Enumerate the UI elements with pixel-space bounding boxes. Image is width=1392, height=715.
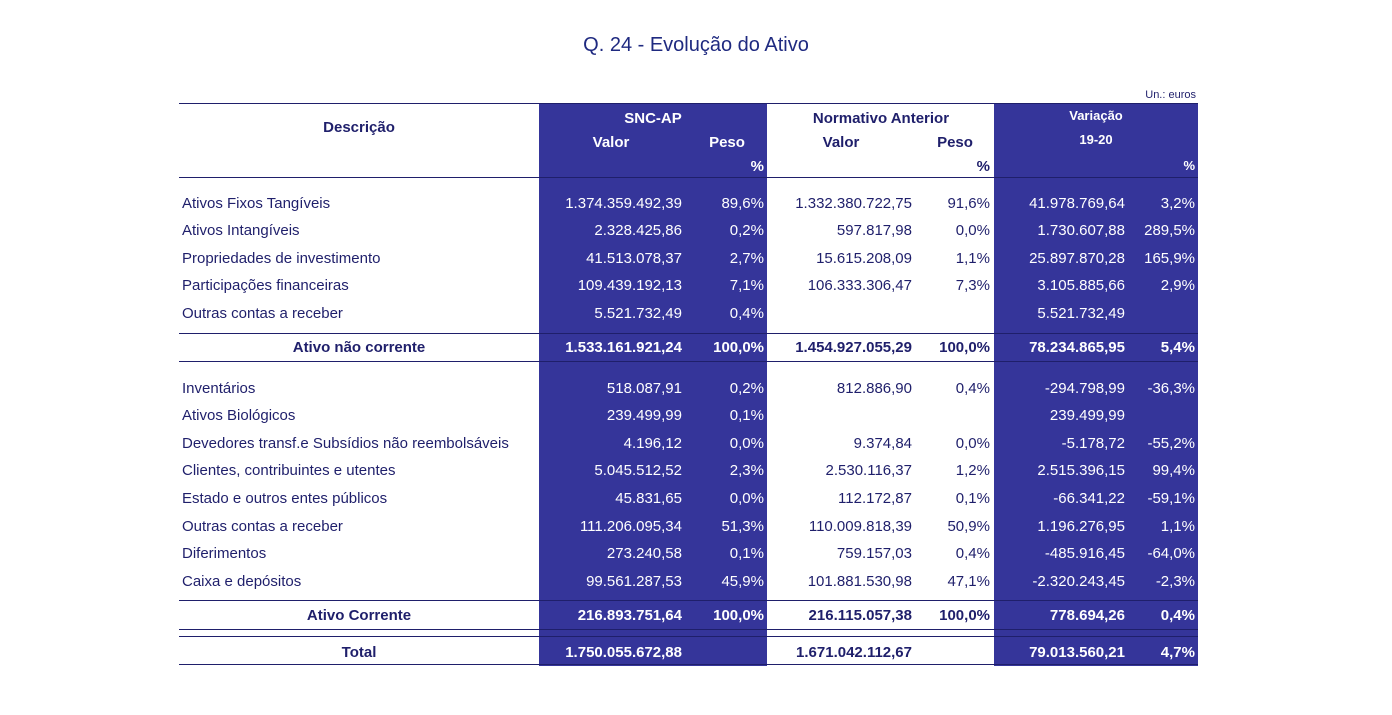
- cell-snc-valor: 5.045.512,52: [594, 462, 682, 479]
- row-description: Ativos Biológicos: [182, 407, 296, 424]
- cell-variacao-valor: 1.730.607,88: [1037, 222, 1125, 239]
- header-na-percent: %: [976, 158, 990, 175]
- cell-na-peso: 1,1%: [955, 250, 990, 267]
- row-rule: [179, 664, 1198, 665]
- cell-variacao-percent: 1,1%: [1160, 518, 1195, 535]
- row-rule: [179, 600, 1198, 601]
- cell-variacao-valor: -2.320.243,45: [1032, 573, 1125, 590]
- cell-snc-valor: 1.750.055.672,88: [565, 644, 682, 661]
- header-snc-percent: %: [750, 158, 764, 175]
- cell-snc-peso: [690, 639, 764, 666]
- cell-snc-valor: 1.374.359.492,39: [565, 195, 682, 212]
- cell-na-valor: 1.671.042.112,67: [796, 644, 912, 661]
- cell-na-peso: 0,0%: [955, 435, 990, 452]
- cell-na-peso: 0,1%: [955, 490, 990, 507]
- cell-na-valor: 9.374,84: [853, 435, 912, 452]
- cell-na-valor: 216.115.057,38: [808, 607, 912, 624]
- cell-variacao-valor: 5.521.732,49: [1037, 305, 1125, 322]
- cell-snc-peso: 0,2%: [729, 380, 764, 397]
- cell-variacao-percent: 2,9%: [1160, 277, 1195, 294]
- cell-snc-valor: 45.831,65: [615, 490, 682, 507]
- unit-label: Un.: euros: [1145, 89, 1196, 101]
- row-description: Clientes, contribuintes e utentes: [182, 462, 396, 479]
- header-descricao: Descrição: [323, 119, 395, 136]
- cell-na-peso: 91,6%: [947, 195, 990, 212]
- cell-variacao-percent: -55,2%: [1147, 435, 1195, 452]
- cell-snc-peso: 0,0%: [729, 435, 764, 452]
- row-description: Propriedades de investimento: [182, 250, 381, 267]
- row-description: Devedores transf.e Subsídios não reembolsáveis: [182, 435, 509, 452]
- cell-snc-peso: 0,1%: [729, 407, 764, 424]
- cell-variacao-percent: -36,3%: [1147, 380, 1195, 397]
- cell-variacao-percent: 4,7%: [1160, 644, 1195, 661]
- cell-snc-peso: 2,3%: [729, 462, 764, 479]
- header-snc-peso: Peso: [709, 134, 745, 151]
- cell-variacao-percent: [1130, 402, 1195, 429]
- cell-variacao-percent: -59,1%: [1147, 490, 1195, 507]
- cell-variacao-valor: -294.798,99: [1044, 380, 1125, 397]
- cell-variacao-valor: 41.978.769,64: [1029, 195, 1125, 212]
- cell-na-peso: 1,2%: [955, 462, 990, 479]
- cell-na-valor: [770, 402, 912, 429]
- cell-variacao-percent: 165,9%: [1144, 250, 1195, 267]
- cell-na-peso: 7,3%: [955, 277, 990, 294]
- cell-snc-peso: 0,0%: [729, 490, 764, 507]
- row-description: Outras contas a receber: [182, 305, 343, 322]
- header-na-peso: Peso: [937, 134, 973, 151]
- cell-snc-valor: 99.561.287,53: [586, 573, 682, 590]
- cell-na-valor: 597.817,98: [836, 222, 912, 239]
- cell-na-peso: [920, 300, 990, 327]
- cell-variacao-percent: 5,4%: [1160, 339, 1195, 356]
- cell-snc-valor: 4.196,12: [623, 435, 682, 452]
- row-rule: [179, 361, 1198, 362]
- cell-na-peso: 100,0%: [939, 339, 990, 356]
- row-description: Ativo não corrente: [292, 339, 426, 356]
- header-snc-valor: Valor: [592, 134, 630, 151]
- row-rule: [179, 636, 1198, 637]
- header-top-rule: [179, 103, 1198, 104]
- cell-snc-peso: 0,2%: [729, 222, 764, 239]
- header-variacao-percent: %: [1183, 158, 1195, 173]
- cell-na-valor: [770, 300, 912, 327]
- cell-variacao-percent: 289,5%: [1144, 222, 1195, 239]
- cell-snc-peso: 0,1%: [729, 545, 764, 562]
- cell-variacao-percent: 99,4%: [1152, 462, 1195, 479]
- cell-na-valor: 101.881.530,98: [807, 573, 912, 590]
- row-description: Ativos Fixos Tangíveis: [182, 195, 331, 212]
- row-rule: [179, 333, 1198, 334]
- cell-na-valor: 112.172,87: [838, 490, 912, 507]
- cell-variacao-percent: 0,4%: [1160, 607, 1195, 624]
- row-description: Caixa e depósitos: [182, 573, 302, 590]
- cell-na-valor: 1.332.380.722,75: [795, 195, 912, 212]
- row-rule: [179, 629, 1198, 630]
- cell-variacao-valor: -5.178,72: [1061, 435, 1125, 452]
- cell-na-peso: [920, 639, 990, 666]
- cell-snc-peso: 45,9%: [721, 573, 764, 590]
- cell-snc-peso: 0,4%: [729, 305, 764, 322]
- cell-snc-valor: 109.439.192,13: [577, 277, 682, 294]
- cell-snc-peso: 51,3%: [721, 518, 764, 535]
- cell-snc-valor: 5.521.732,49: [594, 305, 682, 322]
- cell-snc-valor: 41.513.078,37: [586, 250, 682, 267]
- header-normativo-anterior: Normativo Anterior: [812, 110, 950, 127]
- row-description: Estado e outros entes públicos: [182, 490, 388, 507]
- cell-snc-valor: 111.206.095,34: [579, 518, 682, 535]
- row-description: Outras contas a receber: [182, 518, 343, 535]
- cell-variacao-percent: 3,2%: [1160, 195, 1195, 212]
- cell-variacao-percent: [1130, 300, 1195, 327]
- cell-variacao-percent: -64,0%: [1147, 545, 1195, 562]
- cell-na-peso: 0,4%: [955, 545, 990, 562]
- cell-na-valor: 1.454.927.055,29: [795, 339, 912, 356]
- cell-na-peso: 0,0%: [955, 222, 990, 239]
- cell-variacao-valor: 79.013.560,21: [1029, 644, 1125, 661]
- cell-na-peso: 47,1%: [947, 573, 990, 590]
- cell-variacao-valor: 25.897.870,28: [1029, 250, 1125, 267]
- cell-snc-valor: 518.087,91: [606, 380, 682, 397]
- row-description: Participações financeiras: [182, 277, 349, 294]
- cell-na-valor: 106.333.306,47: [807, 277, 912, 294]
- cell-variacao-valor: -66.341,22: [1053, 490, 1125, 507]
- header-variacao-period: 19-20: [1079, 132, 1113, 147]
- cell-na-peso: [920, 402, 990, 429]
- cell-na-valor: 812.886,90: [836, 380, 912, 397]
- cell-na-valor: 2.530.116,37: [825, 462, 912, 479]
- cell-variacao-valor: -485.916,45: [1044, 545, 1125, 562]
- cell-snc-valor: 1.533.161.921,24: [565, 339, 682, 356]
- row-description: Inventários: [182, 380, 256, 397]
- cell-variacao-valor: 778.694,26: [1049, 607, 1125, 624]
- header-snc-ap: SNC-AP: [624, 110, 682, 127]
- cell-variacao-valor: 78.234.865,95: [1029, 339, 1125, 356]
- header-bottom-rule: [179, 177, 1198, 178]
- cell-snc-peso: 7,1%: [729, 277, 764, 294]
- header-variacao: Variação: [1069, 108, 1123, 123]
- cell-variacao-valor: 1.196.276,95: [1037, 518, 1125, 535]
- cell-snc-peso: 2,7%: [729, 250, 764, 267]
- row-description: Ativo Corrente: [306, 607, 412, 624]
- cell-snc-valor: 2.328.425,86: [594, 222, 682, 239]
- cell-na-valor: 15.615.208,09: [816, 250, 912, 267]
- cell-na-peso: 50,9%: [947, 518, 990, 535]
- cell-snc-peso: 100,0%: [713, 607, 764, 624]
- cell-na-peso: 0,4%: [955, 380, 990, 397]
- cell-snc-valor: 216.893.751,64: [577, 607, 682, 624]
- cell-snc-peso: 89,6%: [721, 195, 764, 212]
- header-na-valor: Valor: [822, 134, 860, 151]
- cell-variacao-valor: 239.499,99: [1049, 407, 1125, 424]
- cell-variacao-percent: -2,3%: [1155, 573, 1195, 590]
- cell-snc-peso: 100,0%: [713, 339, 764, 356]
- cell-variacao-valor: 3.105.885,66: [1037, 277, 1125, 294]
- row-description: Ativos Intangíveis: [182, 222, 300, 239]
- cell-variacao-valor: 2.515.396,15: [1037, 462, 1125, 479]
- cell-snc-valor: 273.240,58: [606, 545, 682, 562]
- cell-na-valor: 110.009.818,39: [808, 518, 912, 535]
- cell-na-valor: 759.157,03: [836, 545, 912, 562]
- cell-na-peso: 100,0%: [939, 607, 990, 624]
- row-description: Diferimentos: [182, 545, 267, 562]
- table-title: Q. 24 - Evolução do Ativo: [583, 34, 809, 56]
- cell-snc-valor: 239.499,99: [606, 407, 682, 424]
- row-description: Total: [341, 644, 377, 661]
